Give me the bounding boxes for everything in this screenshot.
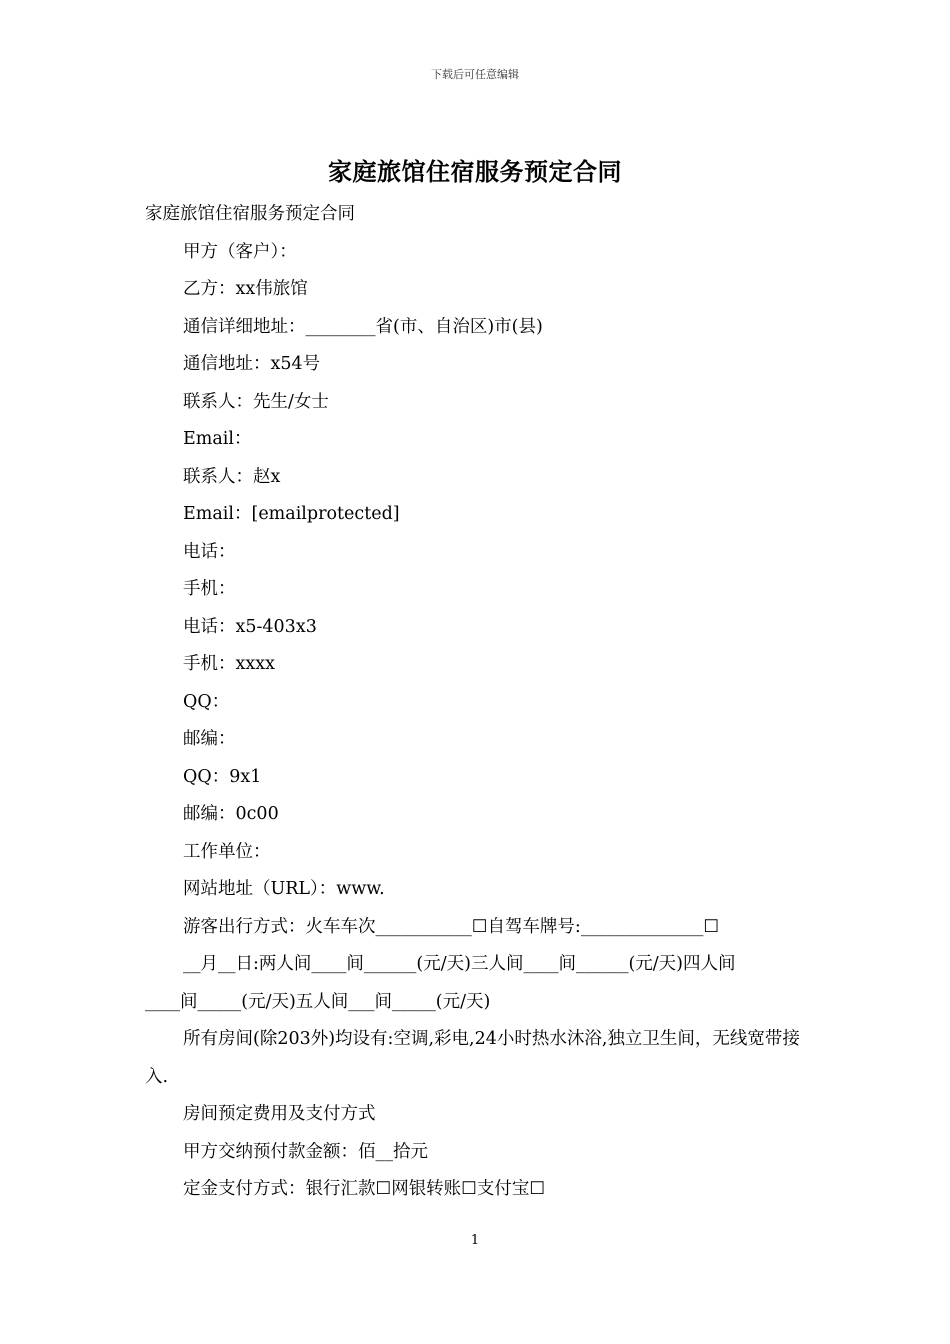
travel-mode-line: 游客出行方式：火车车次___________☐自驾车牌号:______________☐ bbox=[183, 916, 720, 937]
phone-b-line: 电话：x5-403x3 bbox=[183, 616, 317, 637]
email-b-line: Email：[emailprotected] bbox=[183, 504, 400, 524]
party-a-line: 甲方（客户）： bbox=[183, 241, 297, 262]
contact-person-a-line: 联系人：先生/女士 bbox=[183, 391, 329, 412]
postcode-b-line: 邮编：0c00 bbox=[183, 804, 279, 824]
contract-heading-line: 家庭旅馆住宿服务预定合同 bbox=[145, 204, 355, 224]
detailed-address-line: 通信详细地址：________省(市、自治区)市(县) bbox=[183, 316, 543, 337]
phone-a-line: 电话： bbox=[183, 541, 236, 562]
room-booking-line-1: __月__日:两人间____间______(元/天)三人间____间______(元/天)四人间 bbox=[183, 954, 736, 974]
deposit-method-line: 定金支付方式：银行汇款☐网银转账☐支付宝☐ bbox=[183, 1179, 546, 1199]
prepayment-line: 甲方交纳预付款金额：佰__拾元 bbox=[183, 1141, 428, 1162]
qq-a-line: QQ： bbox=[183, 691, 230, 712]
room-amenities-paragraph: 所有房间(除203外)均设有:空调,彩电,24小时热水沐浴,独立卫生间，无线宽带接入. bbox=[145, 1029, 800, 1087]
mobile-b-line: 手机：xxxx bbox=[183, 654, 275, 674]
email-a-line: Email： bbox=[183, 429, 252, 449]
party-b-line: 乙方：xx伟旅馆 bbox=[183, 279, 308, 299]
mobile-a-line: 手机： bbox=[183, 579, 236, 599]
website-line: 网站地址（URL）：www. bbox=[183, 879, 385, 899]
postcode-a-line: 邮编： bbox=[183, 729, 236, 749]
page-number: 1 bbox=[470, 1233, 480, 1248]
address-line: 通信地址：x54号 bbox=[183, 354, 321, 374]
contact-person-b-line: 联系人：赵x bbox=[183, 466, 281, 487]
qq-b-line: QQ：9x1 bbox=[183, 766, 262, 787]
header-note: 下载后可任意编辑 bbox=[431, 68, 519, 81]
fees-heading-line: 房间预定费用及支付方式 bbox=[183, 1104, 376, 1124]
document-title: 家庭旅馆住宿服务预定合同 bbox=[328, 157, 622, 186]
work-unit-line: 工作单位： bbox=[183, 841, 271, 862]
document-body bbox=[145, 196, 810, 1209]
room-booking-line-2: ____间_____(元/天)五人间___间_____(元/天) bbox=[145, 991, 491, 1012]
